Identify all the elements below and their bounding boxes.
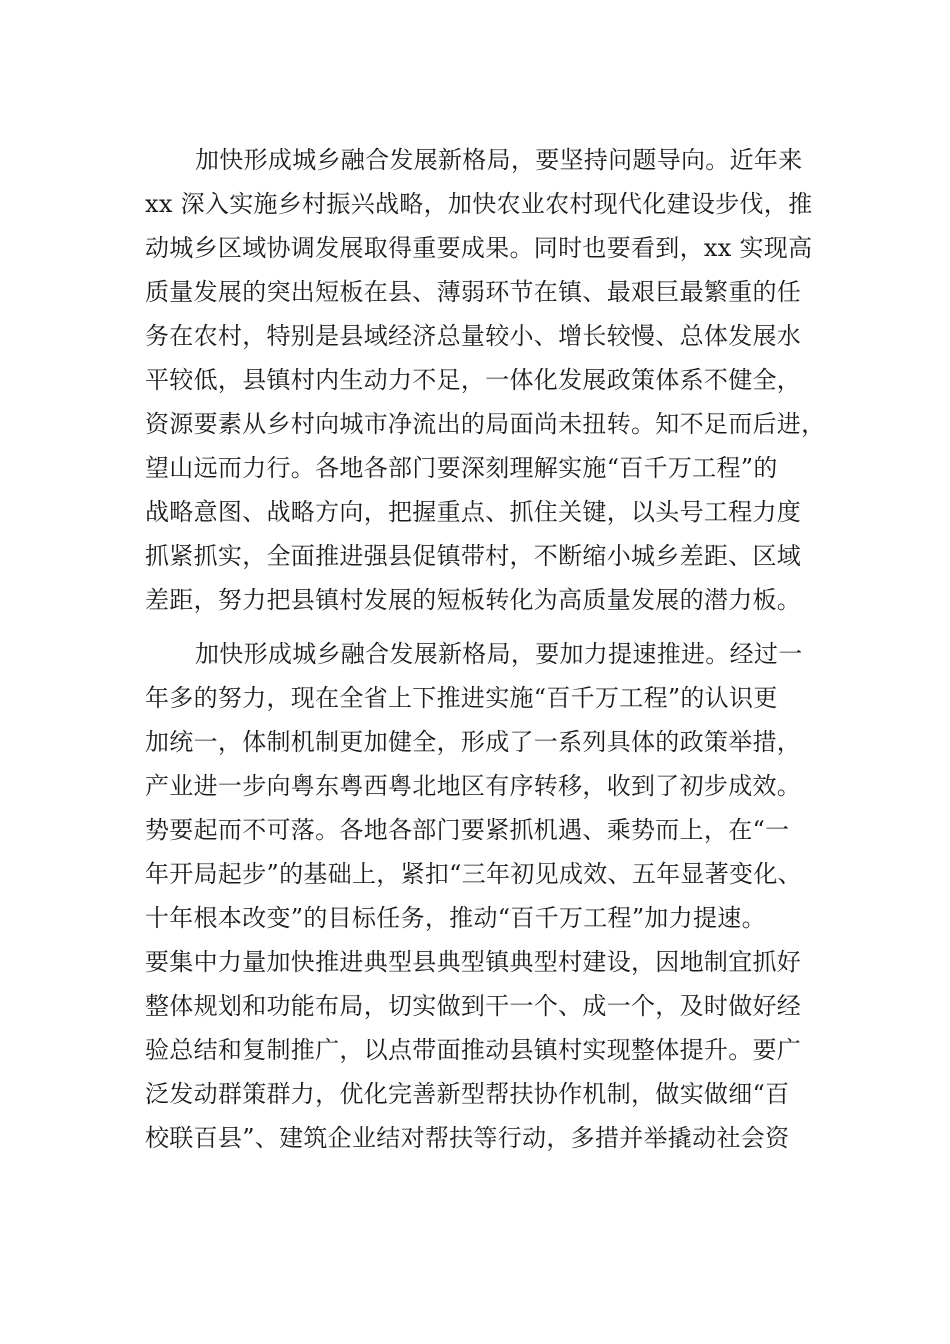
paragraph-1-line-10: 抓紧抓实，全面推进强县促镇带村，不断缩小城乡差距、区域 xyxy=(145,542,802,570)
paragraph-1-line-11: 差距，努力把县镇村发展的短板转化为高质量发展的潜力板。 xyxy=(145,586,802,614)
paragraph-1-line-7: 资源要素从乡村向城市净流出的局面尚未扭转。知不足而后进， xyxy=(145,410,826,438)
paragraph-1-line-4: 质量发展的突出短板在县、薄弱环节在镇、最艰巨最繁重的任 xyxy=(145,278,802,306)
paragraph-2-line-1: 加快形成城乡融合发展新格局，要加力提速推进。经过一 xyxy=(195,640,803,668)
paragraph-2-line-5: 势要起而不可落。各地各部门要紧抓机遇、乘势而上，在“一 xyxy=(145,816,790,844)
paragraph-1-line-1: 加快形成城乡融合发展新格局，要坚持问题导向。近年来 xyxy=(195,146,803,174)
paragraph-1-line-5: 务在农村，特别是县域经济总量较小、增长较慢、总体发展水 xyxy=(145,322,802,350)
paragraph-2-line-9: 整体规划和功能布局，切实做到干一个、成一个，及时做好经 xyxy=(145,992,802,1020)
paragraph-1-line-6: 平较低，县镇村内生动力不足，一体化发展政策体系不健全， xyxy=(145,366,802,394)
paragraph-2-line-4: 产业进一步向粤东粤西粤北地区有序转移，收到了初步成效。 xyxy=(145,772,802,800)
paragraph-2-line-6: 年开局起步”的基础上，紧扣“三年初见成效、五年显著变化、 xyxy=(145,860,802,888)
paragraph-1-line-3: 动城乡区域协调发展取得重要成果。同时也要看到，xx 实现高 xyxy=(145,234,813,262)
paragraph-1-line-2: xx 深入实施乡村振兴战略，加快农业农村现代化建设步伐，推 xyxy=(145,190,813,218)
paragraph-1-line-9: 战略意图、战略方向，把握重点、抓住关键，以头号工程力度 xyxy=(145,498,802,526)
paragraph-1-line-8: 望山远而力行。各地各部门要深刻理解实施“百千万工程”的 xyxy=(145,454,778,482)
paragraph-2-line-11: 泛发动群策群力，优化完善新型帮扶协作机制，做实做细“百 xyxy=(145,1080,790,1108)
paragraph-2-line-7: 十年根本改变”的目标任务，推动“百千万工程”加力提速。 xyxy=(145,904,766,932)
paragraph-2-line-3: 加统一，体制机制更加健全，形成了一系列具体的政策举措， xyxy=(145,728,802,756)
paragraph-2-line-12: 校联百县”、建筑企业结对帮扶等行动，多措并举撬动社会资 xyxy=(145,1124,790,1152)
paragraph-2-line-10: 验总结和复制推广，以点带面推动县镇村实现整体提升。要广 xyxy=(145,1036,802,1064)
paragraph-2-line-2: 年多的努力，现在全省上下推进实施“百千万工程”的认识更 xyxy=(145,684,778,712)
paragraph-2-line-8: 要集中力量加快推进典型县典型镇典型村建设，因地制宜抓好 xyxy=(145,948,802,976)
